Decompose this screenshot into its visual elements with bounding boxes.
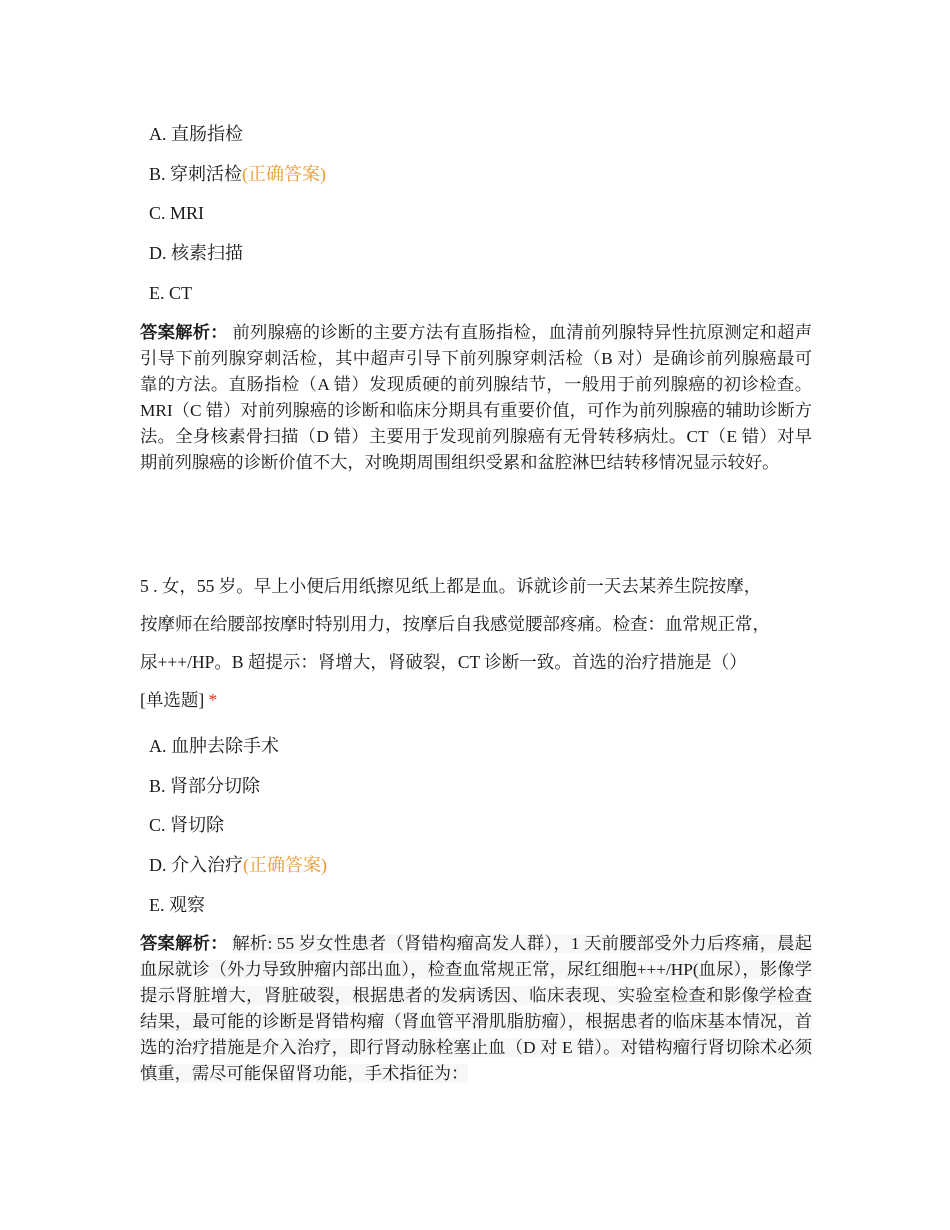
q4-option-b[interactable] [149,162,326,186]
option-label: B. 穿刺活检 [149,164,243,184]
analysis-label: 答案解析： [140,323,228,342]
q4-option-a[interactable] [149,122,243,146]
option-label: D. 核素扫描 [149,243,243,263]
correct-answer-tag: (正确答案) [243,855,327,875]
q4-option-c[interactable] [149,201,204,225]
q5-option-d[interactable] [149,853,327,877]
analysis-text: 前列腺癌的诊断的主要方法有直肠指检，血清前列腺特异性抗原测定和超声引导下前列腺穿刺活检，其中超声引导下前列腺穿刺活检（B 对）是确诊前列腺癌最可靠的方法。直肠指检（A 错）发现质硬的前列腺结节，一般用于前列腺癌的初诊检查。MRI（C 错）对前列腺癌的诊断和临床分期具有重要价值，可作为前列腺癌的辅助诊断方法。全身核素骨扫描（D 错）主要用于发现前列腺癌有无骨转移病灶。CT（E 错）对早期前列腺癌的诊断价值不大，对晚期周围组织受累和盆腔淋巴结转移情况显示较好。 [140,323,812,472]
option-label: D. 介入治疗 [149,855,243,875]
q4-option-e[interactable] [149,281,192,305]
analysis-text: 解析: 55 岁女性患者（肾错构瘤高发人群），1 天前腰部受外力后疼痛，晨起血尿就诊（外力导致肿瘤内部出血），检查血常规正常，尿红细胞+++/HP(血尿），影像学提示肾脏增大，肾脏破裂，根据患者的发病诱因、临床表现、实验室检查和影像学检查结果，最可能的诊断是肾错构瘤（肾血管平滑肌脂肪瘤），根据患者的临床基本情况，首选的治疗措施是介入治疗，即行肾动脉栓塞止血（D 对 E 错）。对错构瘤行肾切除术必须慎重，需尽可能保留肾功能，手术指征为： [140,934,812,1083]
option-label: E. CT [149,283,192,303]
q5-option-c[interactable] [149,813,224,837]
option-label: C. 肾切除 [149,815,225,835]
analysis-label: 答案解析： [140,934,228,953]
option-label: E. 观察 [149,895,205,915]
option-label: B. 肾部分切除 [149,776,261,796]
q4-answer-analysis [140,320,812,476]
q5-question-stem [140,567,812,681]
question-line: 按摩师在给腰部按摩时特别用力，按摩后自我感觉腰部疼痛。检查：血常规正常， [140,614,770,634]
q5-answer-analysis [140,931,812,1087]
option-label: A. 直肠指检 [149,124,243,144]
q5-option-b[interactable] [149,774,260,798]
option-label: C. MRI [149,203,205,223]
question-line: 5 . 女，55 岁。早上小便后用纸擦见纸上都是血。诉就诊前一天去某养生院按摩， [140,576,762,596]
correct-answer-tag: (正确答案) [242,164,327,184]
q5-question-type [140,688,217,712]
question-type-label: [单选题] [140,690,205,710]
q4-option-d[interactable] [149,241,243,265]
q5-option-a[interactable] [149,734,279,758]
question-line: 尿+++/HP。B 超提示：肾增大，肾破裂，CT 诊断一致。首选的治疗措施是（） [140,652,747,672]
required-mark: * [208,690,218,710]
option-label: A. 血肿去除手术 [149,736,279,756]
q5-option-e[interactable] [149,893,205,917]
